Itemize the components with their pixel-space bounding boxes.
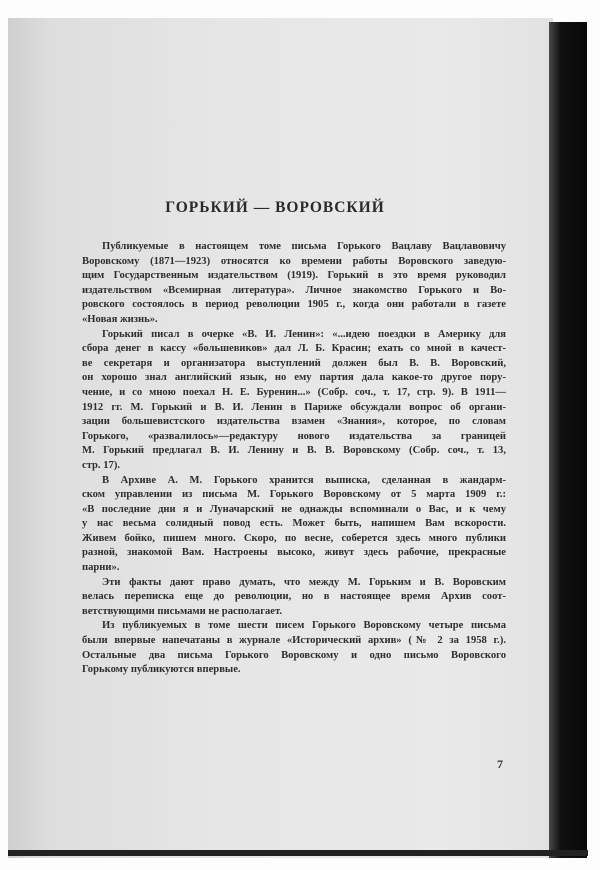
text-line: Горькому публикуются впервые. xyxy=(82,664,241,676)
text-line: ветствующими письмами не располагает. xyxy=(82,605,283,617)
text-line: Горького, «развалилось»—редактуру нового издательства за границей xyxy=(82,430,506,442)
text-line: Эти факты дают право думать, что между М. Горьким и В. Воровским xyxy=(102,576,506,588)
text-line: он хорошо знал английский язык, но ему партия дала какое-то другое пору- xyxy=(82,372,506,384)
text-line: «В последние дни я и Луначарский не однажды вспоминали о Вас, и к чему xyxy=(82,503,506,515)
scan-bottom-edge xyxy=(8,850,588,856)
text-line: сбора денег в кассу «большевиков» дал Л. Б. Красин; ехать со мной в качест- xyxy=(82,343,506,355)
text-line: у нас весьма солидный повод есть. Может быть, напишем Вам вскорости. xyxy=(82,518,506,530)
text-line: «Новая жизнь». xyxy=(82,313,158,325)
text-line: были впервые напечатаны в журнале «Исторический архив» (№ 2 за 1958 г.). xyxy=(82,635,506,647)
text-line: зации большевистского издательства взамен «Знания», которое, по словам xyxy=(82,416,506,428)
text-line: Воровскому (1871—1923) относятся ко времени работы Воровского заведую- xyxy=(82,255,506,267)
text-line: Живем бойко, пишем много. Скоро, по весне, соберется здесь много публики xyxy=(82,532,506,544)
text-line: М. Горький предлагал В. И. Ленину и В. В. Воровскому (Собр. соч., т. 13, xyxy=(82,445,506,457)
text-line: Горький писал в очерке «В. И. Ленин»: «...идею поездки в Америку для xyxy=(102,328,506,340)
text-line: Публикуемые в настоящем томе письма Горького Вацлаву Вацлавовичу xyxy=(102,241,506,252)
text-line: Из публикуемых в томе шести писем Горького Воровскому четыре письма xyxy=(102,620,506,632)
text-line: стр. 17). xyxy=(82,459,120,471)
text-line: щим Государственным издательством (1919). Горький в это время руководил xyxy=(82,270,506,282)
page-title: ГОРЬКИЙ — ВОРОВСКИЙ xyxy=(165,199,385,216)
body-text xyxy=(82,240,506,678)
text-line: издательством «Всемирная литература». Личное знакомство Горького и Во- xyxy=(82,284,506,296)
text-line: ском управлении из письма М. Горького Воровскому от 5 марта 1909 г.: xyxy=(82,489,506,501)
text-line: велась переписка еще до революции, но в настоящее время Архив соот- xyxy=(82,591,506,603)
scan-shadow-edge xyxy=(549,22,587,858)
text-line: 1912 гг. М. Горький и В. И. Ленин в Париже обсуждали вопрос об органи- xyxy=(82,401,506,413)
text-line: разной, знакомой Вам. Настроены высоко, живут здесь рабочие, прекрасные xyxy=(82,547,506,559)
text-line: Остальные два письма Горького Воровскому и одно письмо Воровского xyxy=(82,649,506,661)
text-line: ве секретаря и организатора выступлений должен был В. В. Воровский, xyxy=(82,357,506,369)
text-line: парни». xyxy=(82,562,120,574)
page-number: 7 xyxy=(497,757,503,771)
text-line: чение, и со мною поехал Н. Е. Буренин...» (Собр. соч., т. 17, стр. 9). В 1911— xyxy=(82,386,506,398)
text-line: ровского состоялось в период революции 1905 г., когда они работали в газете xyxy=(82,299,506,311)
text-line: В Архиве А. М. Горького хранится выписка, сделанная в жандарм- xyxy=(102,474,506,486)
